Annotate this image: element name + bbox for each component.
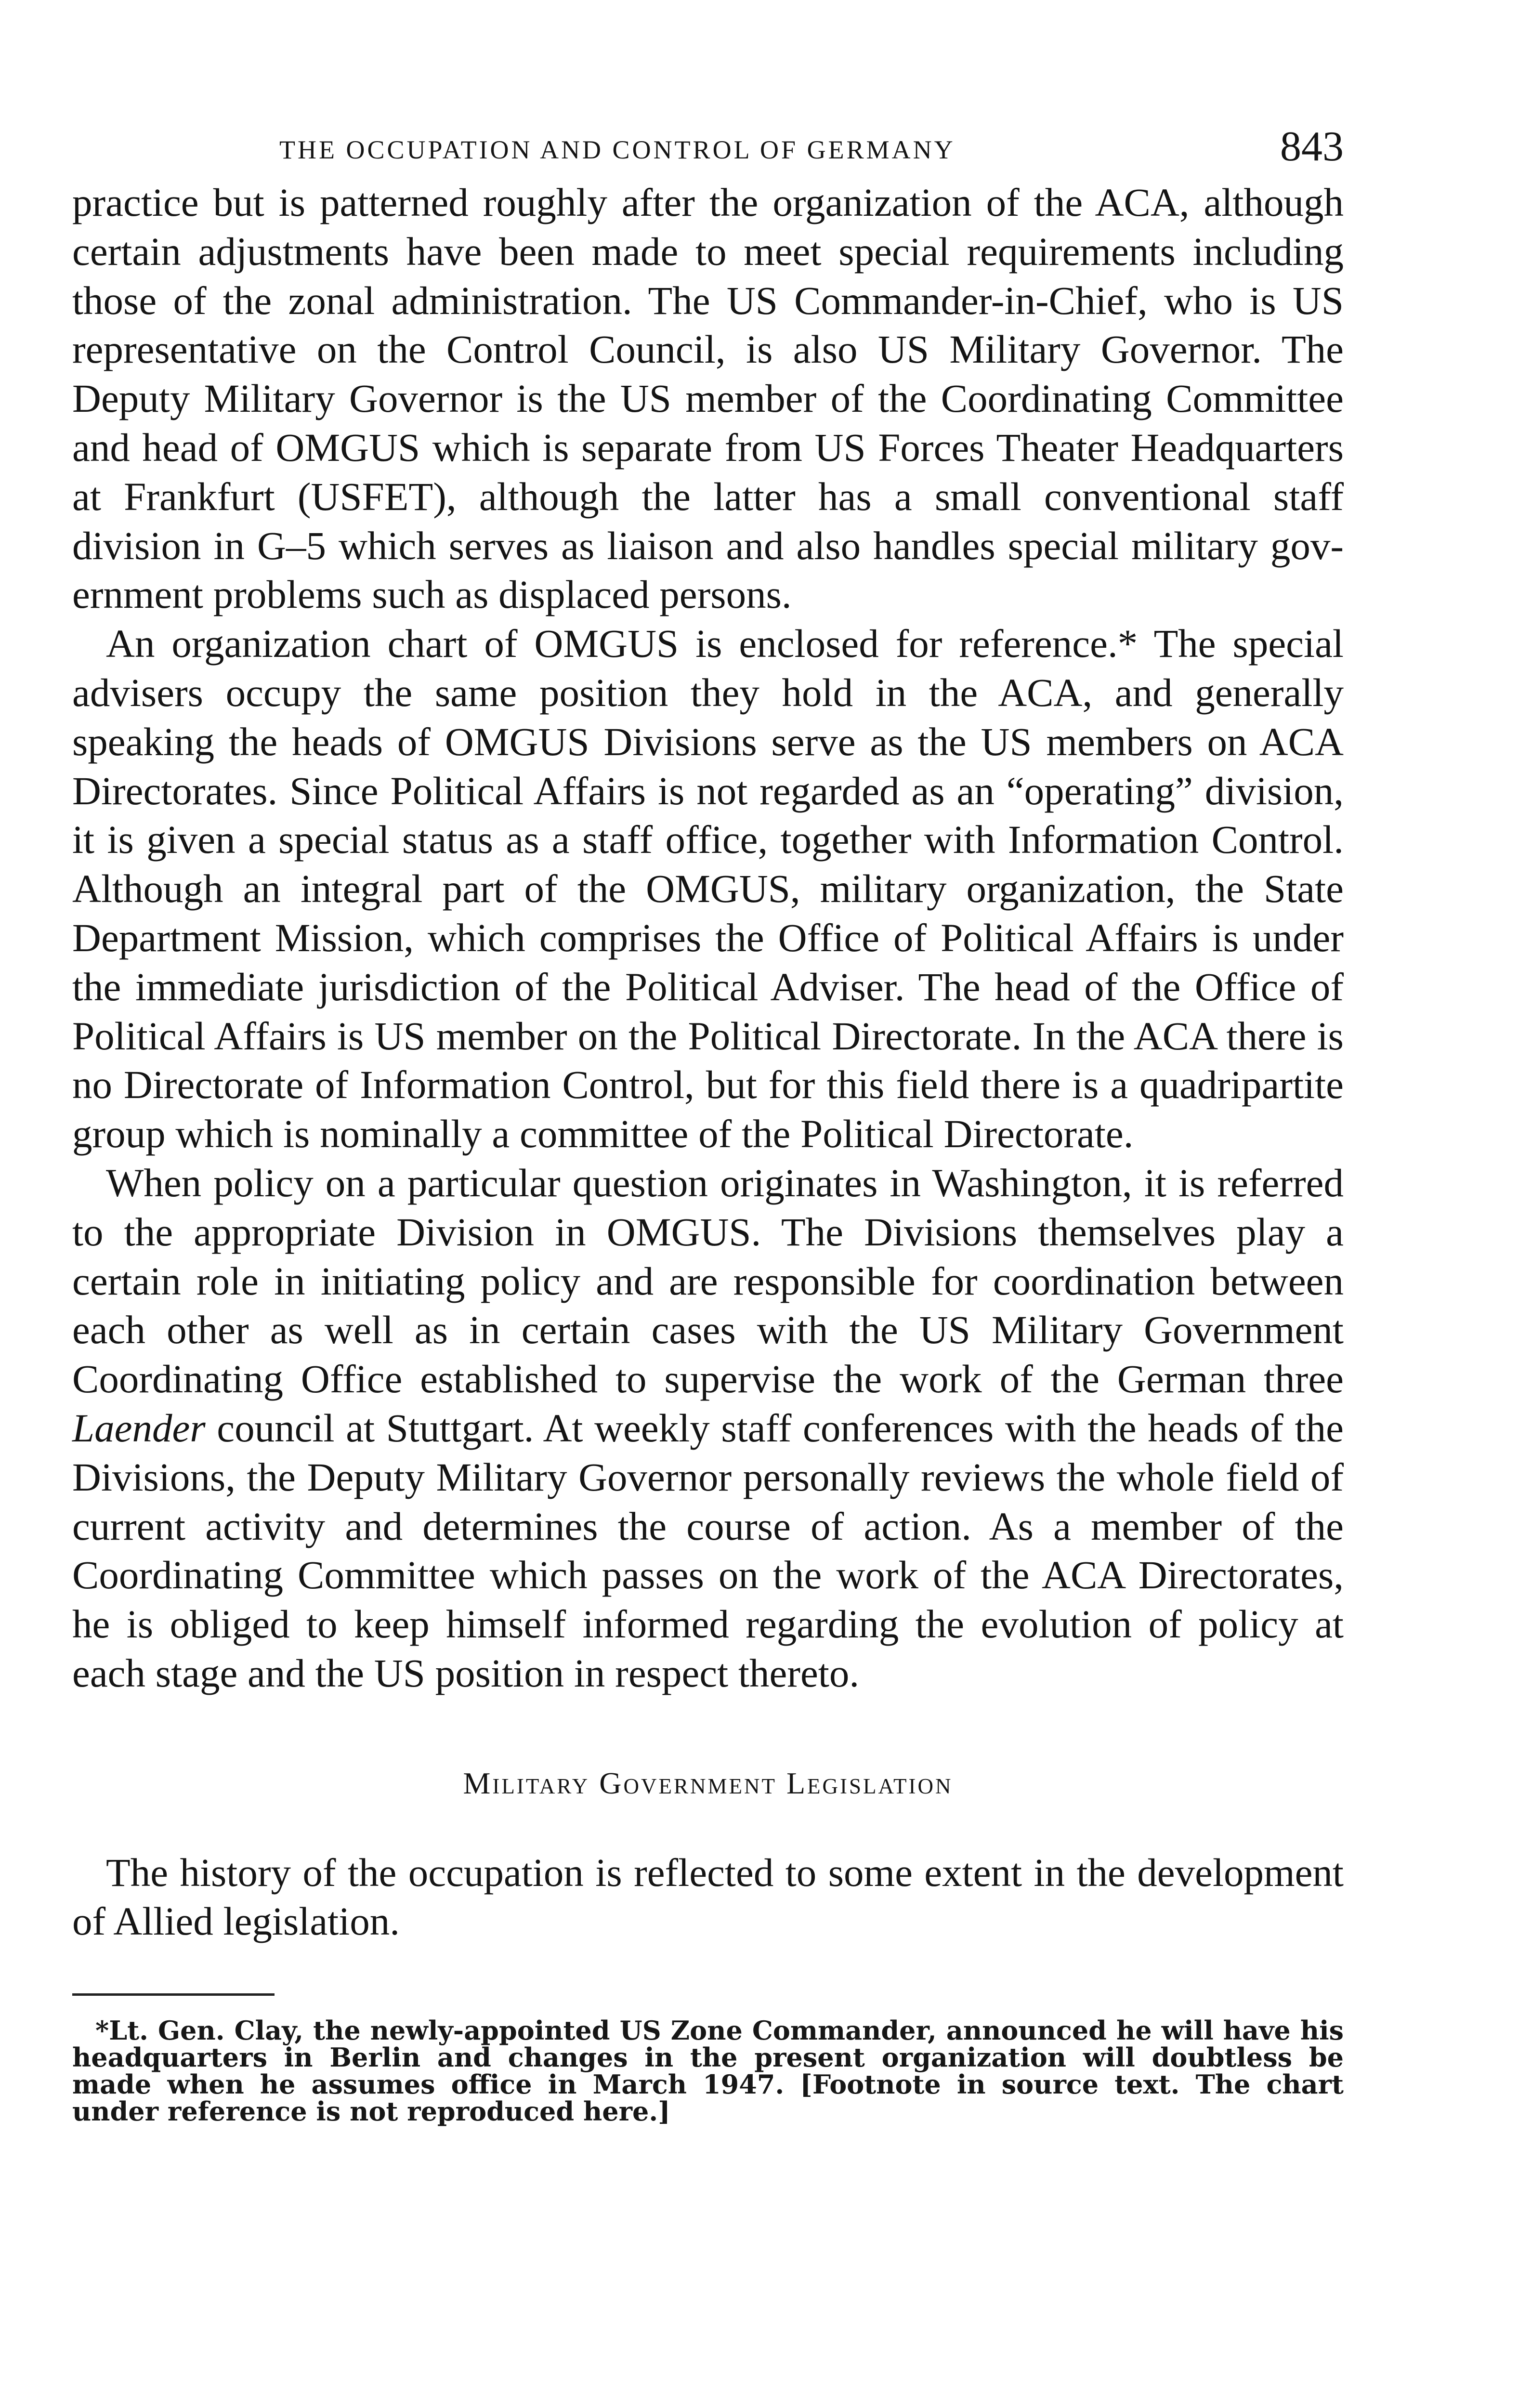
paragraph-organization-chart: An organization chart of OMGUS is enclosed for reference.* The special advisers occupy the same position they hold in the ACA, and generally speaking the heads of OMGUS Divisions serve as the US members on ACA Directorates. Since Political Affairs is not regarded as an “operating” division, it is given a special status as a staff office, together with Information Control. Although an integral part of the OMGUS, military organization, the State Department Mission, which comprises the Office of Political Affairs is under the immediate jurisdiction of the Political Adviser. The head of the Office of Political Affairs is US member on the Political Directorate. In the ACA there is no Directorate of Information Control, but for this field there is a quadripartite group which is nominally a committee of the Political Directorate.	[72, 621, 1344, 1156]
section-heading: Military Government Legislation	[463, 1766, 953, 1800]
paragraph-italic-term: Laender	[72, 1405, 206, 1450]
paragraph-text-before: When policy on a particular question originates in Washington, it is referred to the appropriate Division in OMGUS. The Divisions themselves play a certain role in initiating policy and are responsible for coordination between each other as well as in certain cases with the US Military Government Coordinating Office established to supervise the work of the German three	[72, 1160, 1344, 1401]
paragraph-legislation: The history of the occupation is reflected to some extent in the development of Allied legislation.	[72, 1850, 1344, 1944]
book-page	[72, 120, 1344, 2125]
running-head-title: THE OCCUPATION AND CONTROL OF GERMANY	[279, 135, 955, 164]
running-head	[72, 120, 1344, 178]
page-number: 843	[1280, 123, 1344, 170]
body-text	[72, 178, 1344, 1946]
paragraph-policy-process	[72, 1159, 1344, 1698]
footnote-divider	[72, 1993, 275, 1996]
paragraph-text-after: council at Stuttgart. At weekly staff conferences with the heads of the Divisions, the Deputy Military Governor personally reviews the whole field of current activity and determines the course of action. As a member of the Coordinating Committee which passes on the work of the ACA Directorates, he is obliged to keep himself informed regarding the evolution of policy at each stage and the US position in respect thereto.	[72, 1405, 1344, 1695]
footnote: *Lt. Gen. Clay, the newly-appointed US Zone Commander, announced he will have his headquarters in Berlin and changes in the present organization will doubtless be made when he assumes office in March 1947. [Footnote in source text. The chart under reference is not reproduced here.]	[72, 2015, 1344, 2127]
paragraph-continued: practice but is patterned roughly after the organization of the ACA, although certain adjustments have been made to meet special requirements including those of the zonal administration. The US Commander-in-Chief, who is US representative on the Control Council, is also US Military Governor. The Deputy Military Governor is the US member of the Coordinating Committee and head of OMGUS which is separate from US Forces Theater Headquarters at Frankfurt (USFET), although the latter has a small conventional staff division in G–5 which serves as liaison and also handles special military government problems such as displaced persons.	[72, 180, 1344, 617]
